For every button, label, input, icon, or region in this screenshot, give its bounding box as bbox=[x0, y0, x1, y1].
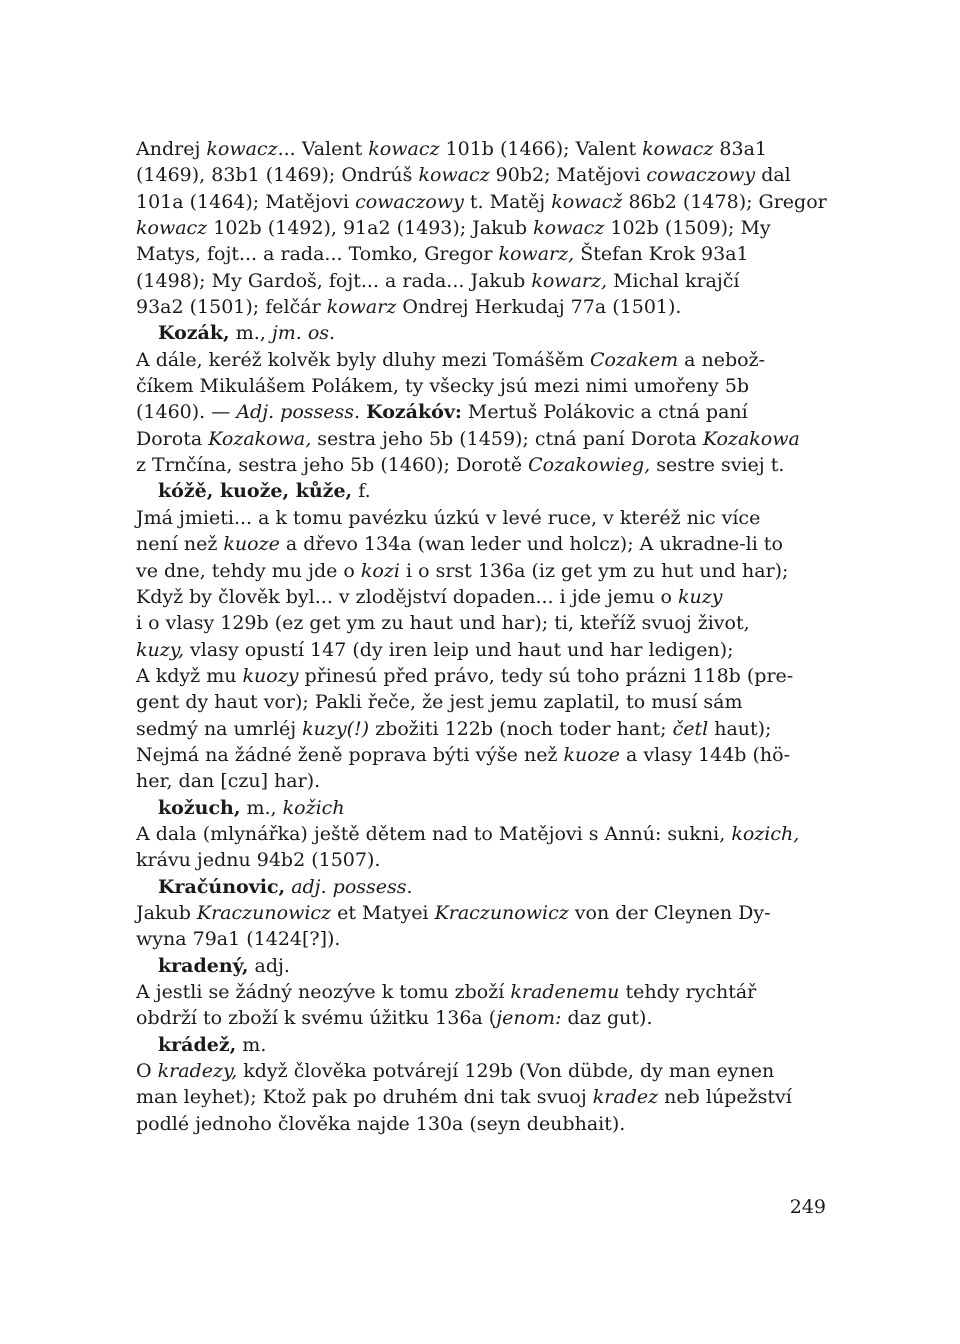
text-line: kuzy, vlasy opustí 147 (dy iren leip und haut und har ledigen); bbox=[136, 638, 734, 661]
headword: kradený, bbox=[158, 954, 249, 977]
headword: Kozák, bbox=[158, 322, 230, 345]
entry-heading: Kozák, m., jm. os. bbox=[158, 322, 336, 345]
text-line: Dorota Kozakowa, sestra jeho 5b (1459); ctná paní Dorota Kozakowa bbox=[136, 427, 800, 450]
text-line: her, dan [czu] har). bbox=[136, 770, 321, 793]
text-line: Andrej kowacz... Valent kowacz 101b (1466); Valent kowacz 83a1 bbox=[136, 138, 768, 160]
text-line: i o vlasy 129b (ez get ym zu haut und har); ti, kteříž svuoj život, bbox=[136, 612, 750, 635]
dictionary-text bbox=[136, 136, 826, 1137]
text-line: krávu jednu 94b2 (1507). bbox=[136, 849, 381, 872]
entry-heading: kožuch, m., kožich bbox=[158, 796, 345, 819]
entry-heading: kradený, adj. bbox=[158, 954, 290, 977]
text-line: 101a (1464); Matějovi cowaczowy t. Matěj kowacž 86b2 (1478); Gregor bbox=[136, 190, 827, 213]
text-line: Jakub Kraczunowicz et Matyei Kraczunowicz von der Cleynen Dy- bbox=[136, 901, 771, 924]
text-line: sedmý na umrléj kuzy(!) zbožiti 122b (noch toder hant; četl haut); bbox=[136, 717, 772, 740]
text-line: A když mu kuozy přinesú před právo, tedy sú toho prázni 118b (pre- bbox=[136, 664, 794, 687]
text-line: man leyhet); Ktož pak po druhém dni tak svuoj kradez neb lúpežství bbox=[136, 1086, 792, 1109]
text-line: (1460). — Adj. possess. Kozákóv: Mertuš Polákovic a ctná paní bbox=[136, 401, 748, 424]
page-number: 249 bbox=[789, 1196, 826, 1218]
text-line: Jmá jmieti... a k tomu pavézku úzkú v levé ruce, v kteréž nic více bbox=[136, 506, 761, 529]
text-line: (1469), 83b1 (1469); Ondrúš kowacz 90b2; Matějovi cowaczowy dal bbox=[136, 164, 791, 187]
headword: kožuch, bbox=[158, 796, 241, 819]
text-line: Když by člověk byl... v zlodějství dopaden... i jde jemu o kuzy bbox=[136, 585, 723, 608]
text-line: není než kuoze a dřevo 134a (wan leder und holcz); A ukradne-li to bbox=[136, 533, 783, 556]
text-line: Matys, fojt... a rada... Tomko, Gregor kowarz, Štefan Krok 93a1 bbox=[136, 243, 749, 266]
entry-heading: Kračúnovic, adj. possess. bbox=[158, 875, 413, 898]
text-line: číkem Mikulášem Polákem, ty všecky jsú mezi nimi umořeny 5b bbox=[136, 375, 750, 398]
headword: Kozákóv: bbox=[366, 401, 462, 424]
text-line: gent dy haut vor); Pakli řeče, že jest jemu zaplatil, to musí sám bbox=[136, 691, 743, 714]
text-line: kowacz 102b (1492), 91a2 (1493); Jakub kowacz 102b (1509); My bbox=[136, 217, 771, 240]
headword: krádež, bbox=[158, 1033, 237, 1056]
text-line: A dala (mlynářka) ještě dětem nad to Matějovi s Annú: sukni, kozich, bbox=[136, 822, 800, 845]
headword: Kračúnovic, bbox=[158, 875, 286, 898]
text-line: A dále, keréž kolvěk byly dluhy mezi Tomášěm Cozakem a nebož- bbox=[136, 348, 766, 371]
text-line: obdrží to zboží k svému úžitku 136a (jenom: daz gut). bbox=[136, 1007, 653, 1030]
text-line: 93a2 (1501); felčár kowarz Ondrej Herkudaj 77a (1501). bbox=[136, 296, 682, 319]
text-line: wyna 79a1 (1424[?]). bbox=[136, 928, 341, 951]
text-line: Nejmá na žádné ženě poprava býti výše než kuoze a vlasy 144b (hö- bbox=[136, 743, 790, 766]
text-line: z Trnčína, sestra jeho 5b (1460); Dorotě Cozakowieg, sestre sviej t. bbox=[136, 454, 785, 477]
entry-heading: krádež, m. bbox=[158, 1033, 267, 1056]
text-line: O kradezy, když člověka potvárejí 129b (Von dübde, dy man eynen bbox=[136, 1060, 775, 1083]
entry-heading: kóžě, kuože, kůže, f. bbox=[158, 480, 371, 503]
text-line: (1498); My Gardoš, fojt... a rada... Jakub kowarz, Michal krajčí bbox=[136, 269, 740, 292]
text-line: ve dne, tehdy mu jde o kozi i o srst 136a (iz get ym zu hut und har); bbox=[136, 559, 789, 582]
text-line: A jestli se žádný neozýve k tomu zboží kradenemu tehdy rychtář bbox=[136, 981, 757, 1003]
text-line: podlé jednoho člověka najde 130a (seyn deubhait). bbox=[136, 1112, 626, 1135]
headword: kóžě, kuože, kůže, bbox=[158, 480, 353, 503]
